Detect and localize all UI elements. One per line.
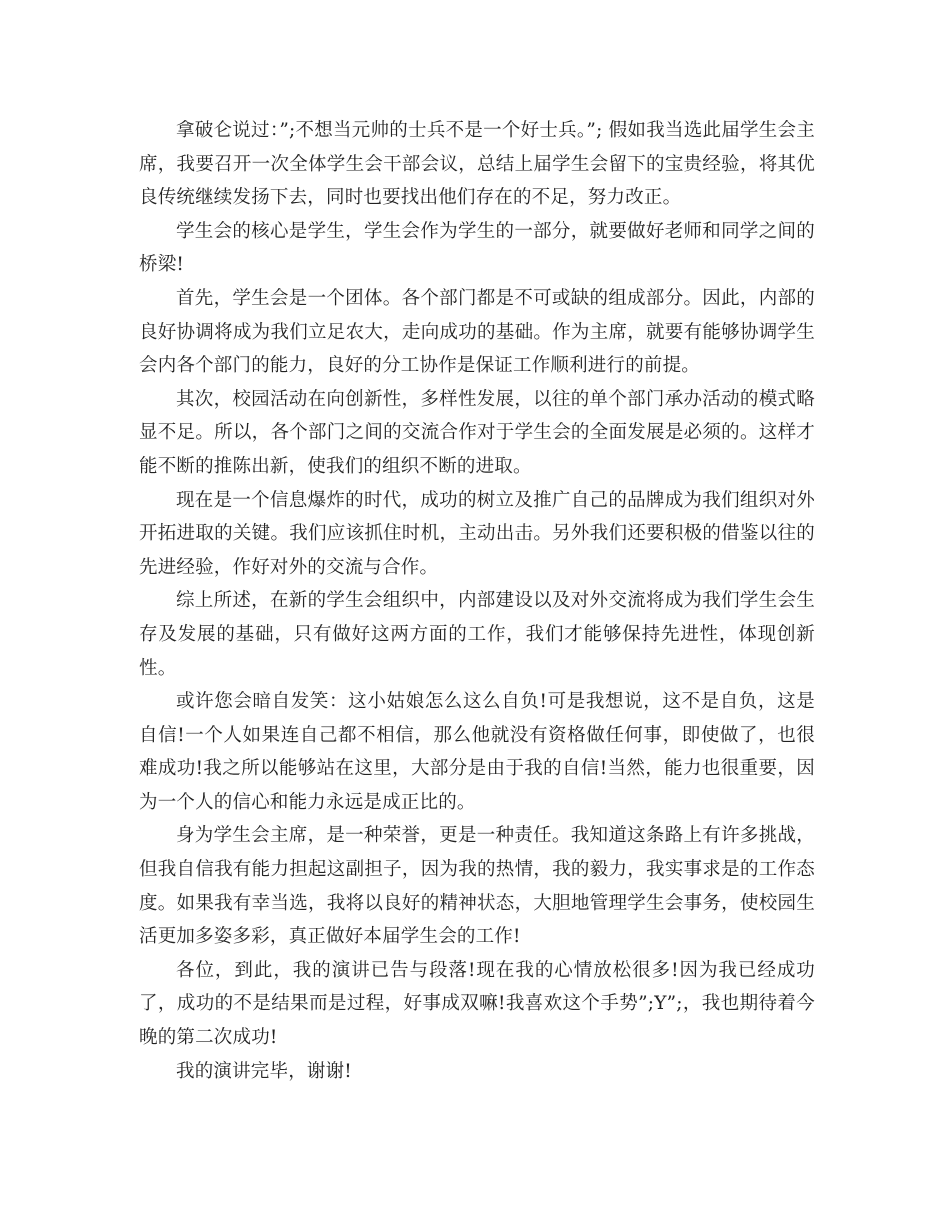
paragraph-1: 拿破仑说过：”;不想当元帅的士兵不是一个好士兵。”; 假如我当选此届学生会主席，我要召开一次全体学生会干部会议，总结上届学生会留下的宝贵经验，将其优良传统继续发扬下去，同时也要找出他们存在的不足，努力改正。 <box>139 120 815 209</box>
paragraph-4: 其次，校园活动在向创新性，多样性发展，以往的单个部门承办活动的模式略显不足。所以，各个部门之间的交流合作对于学生会的全面发展是必须的。这样才能不断的推陈出新，使我们的组织不断的进取。 <box>139 388 815 477</box>
paragraph-10: 我的演讲完毕，谢谢! <box>176 1060 352 1082</box>
speech-body <box>139 114 815 1088</box>
paragraph-2: 学生会的核心是学生，学生会作为学生的一部分，就要做好老师和同学之间的桥梁! <box>139 220 815 276</box>
paragraph-7: 或许您会暗自发笑：这小姑娘怎么这么自负!可是我想说，这不是自负，这是自信!一个人如果连自己都不相信，那么他就没有资格做任何事，即使做了，也很难成功!我之所以能够站在这里，大部分是由于我的自信!当然，能力也很重要，因为一个人的信心和能力永远是成正比的。 <box>139 691 815 813</box>
paragraph-5: 现在是一个信息爆炸的时代，成功的树立及推广自己的品牌成为我们组织对外开拓进取的关键。我们应该抓住时机，主动出击。另外我们还要积极的借鉴以往的先进经验，作好对外的交流与合作。 <box>139 489 815 578</box>
paragraph-9: 各位，到此，我的演讲已告与段落!现在我的心情放松很多!因为我已经成功了，成功的不是结果而是过程，好事成双嘛!我喜欢这个手势”;Y”;，我也期待着今晚的第二次成功! <box>139 959 815 1049</box>
paragraph-8: 身为学生会主席，是一种荣誉，更是一种责任。我知道这条路上有许多挑战，但我自信我有能力担起这副担子，因为我的热情，我的毅力，我实事求是的工作态度。如果我有幸当选，我将以良好的精神状态，大胆地管理学生会事务，使校园生活更加多姿多彩，真正做好本届学生会的工作! <box>139 825 815 948</box>
paragraph-6: 综上所述，在新的学生会组织中，内部建设以及对外交流将成为我们学生会生存及发展的基础，只有做好这两方面的工作，我们才能够保持先进性，体现创新性。 <box>139 590 815 679</box>
paragraph-3: 首先，学生会是一个团体。各个部门都是不可或缺的组成部分。因此，内部的良好协调将成为我们立足农大，走向成功的基础。作为主席，就要有能够协调学生会内各个部门的能力，良好的分工协作是保证工作顺利进行的前提。 <box>139 287 815 377</box>
